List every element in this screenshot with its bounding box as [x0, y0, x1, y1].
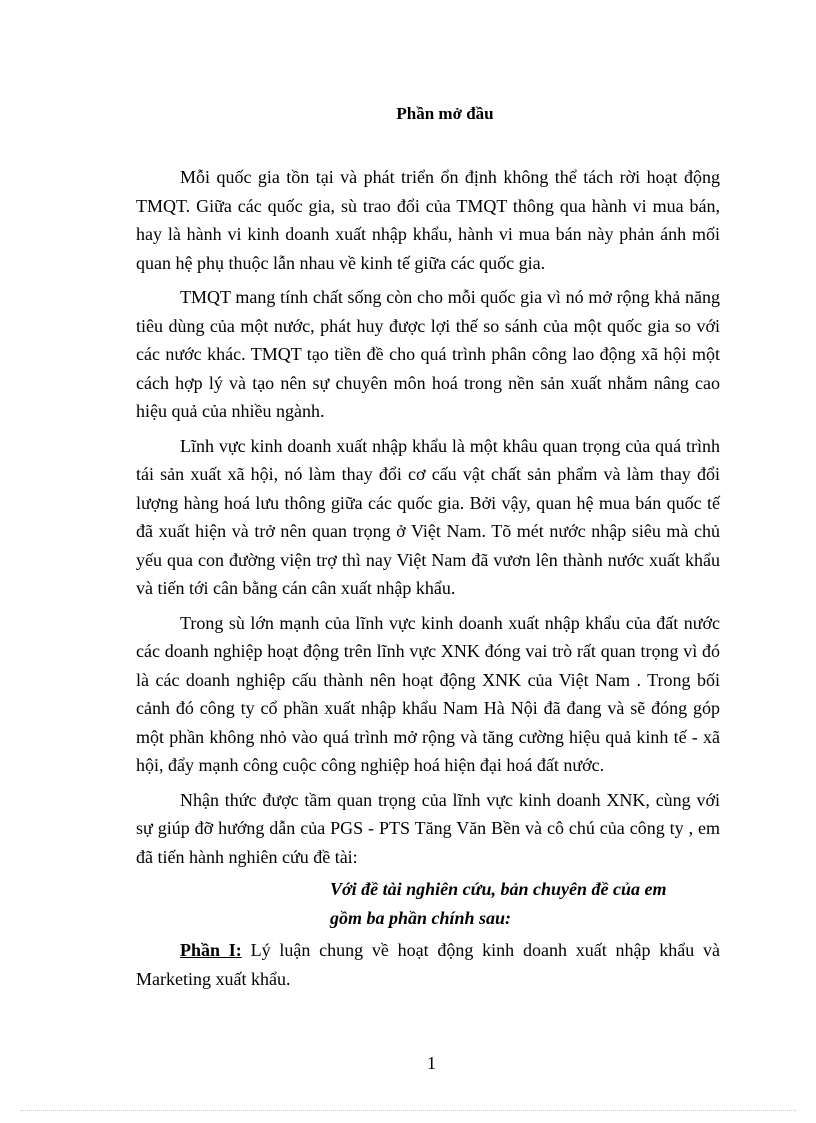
paragraph-2: TMQT mang tính chất sống còn cho mỗi quốc gia vì nó mở rộng khả năng tiêu dùng của một nước, phát huy được lợi thế so sánh của một quốc gia so với các nước khác. TMQT tạo tiền đề cho quá trình phân công lao động xã hội một cách hợp lý và tạo nên sự chuyên môn hoá trong nền sản xuất nhằm nâng cao hiệu quả của nhiều ngành.	[136, 287, 720, 421]
emphasis-line-2: gồm ba phần chính sau:	[330, 907, 512, 928]
paragraph-3: Lĩnh vực kinh doanh xuất nhập khẩu là một khâu quan trọng của quá trình tái sản xuất xã hội, nó làm thay đổi cơ cấu vật chất sản phẩm và làm thay đổi lượng hàng hoá lưu thông giữa các quốc gia. Bởi vậy, quan hệ mua bán quốc tế đã xuất hiện và trở nên quan trọng ở Việt Nam. Tõ mét nước nhập siêu mà chủ yếu qua con đường viện trợ thì nay Việt Nam đã vươn lên thành nước xuất khẩu và tiến tới cân bằng cán cân xuất nhập khẩu.	[136, 435, 720, 598]
document-body	[136, 163, 720, 993]
page-title: Phần mở đầu	[396, 104, 494, 123]
emphasis-line-1: Với đề tài nghiên cứu, bản chuyên đề của em	[330, 879, 667, 899]
part-one-text: Lý luận chung về hoạt động kinh doanh xuất nhập khẩu và Marketing xuất khẩu.	[136, 940, 721, 989]
emphasis-block	[136, 875, 720, 932]
part-one-item	[136, 936, 720, 993]
page-number: 1	[427, 1053, 436, 1073]
part-one-label: Phần I:	[180, 940, 242, 960]
paragraph-5: Nhận thức được tầm quan trọng của lĩnh vực kinh doanh XNK, cùng với sự giúp đỡ hướng dẫn của PGS - PTS Tăng Văn Bền và cô chú của công ty , em đã tiến hành nghiên cứu đề tài:	[136, 789, 720, 867]
page-bottom-divider	[20, 1110, 796, 1111]
paragraph-1: Mỗi quốc gia tồn tại và phát triển ổn định không thể tách rời hoạt động TMQT. Giữa các quốc gia, sù trao đổi của TMQT thông qua hành vi mua bán, hay là hành vi kinh doanh xuất nhập khẩu, hành vi mua bán này phản ánh mối quan hệ phụ thuộc lẫn nhau về kinh tế giữa các quốc gia.	[136, 167, 720, 273]
paragraph-4: Trong sù lớn mạnh của lĩnh vực kinh doanh xuất nhập khẩu của đất nước các doanh nghiệp hoạt động trên lĩnh vực XNK đóng vai trò rất quan trọng vì đó là các doanh nghiệp cấu thành nên hoạt động XNK của Việt Nam . Trong bối cảnh đó công ty cổ phần xuất nhập khẩu Nam Hà Nội đã đang và sẽ đóng góp một phần không nhỏ vào quá trình mở rộng và tăng cường hiệu quả kinh tế - xã hội, đẩy mạnh công cuộc công nghiệp hoá hiện đại hoá đất nước.	[136, 612, 720, 775]
